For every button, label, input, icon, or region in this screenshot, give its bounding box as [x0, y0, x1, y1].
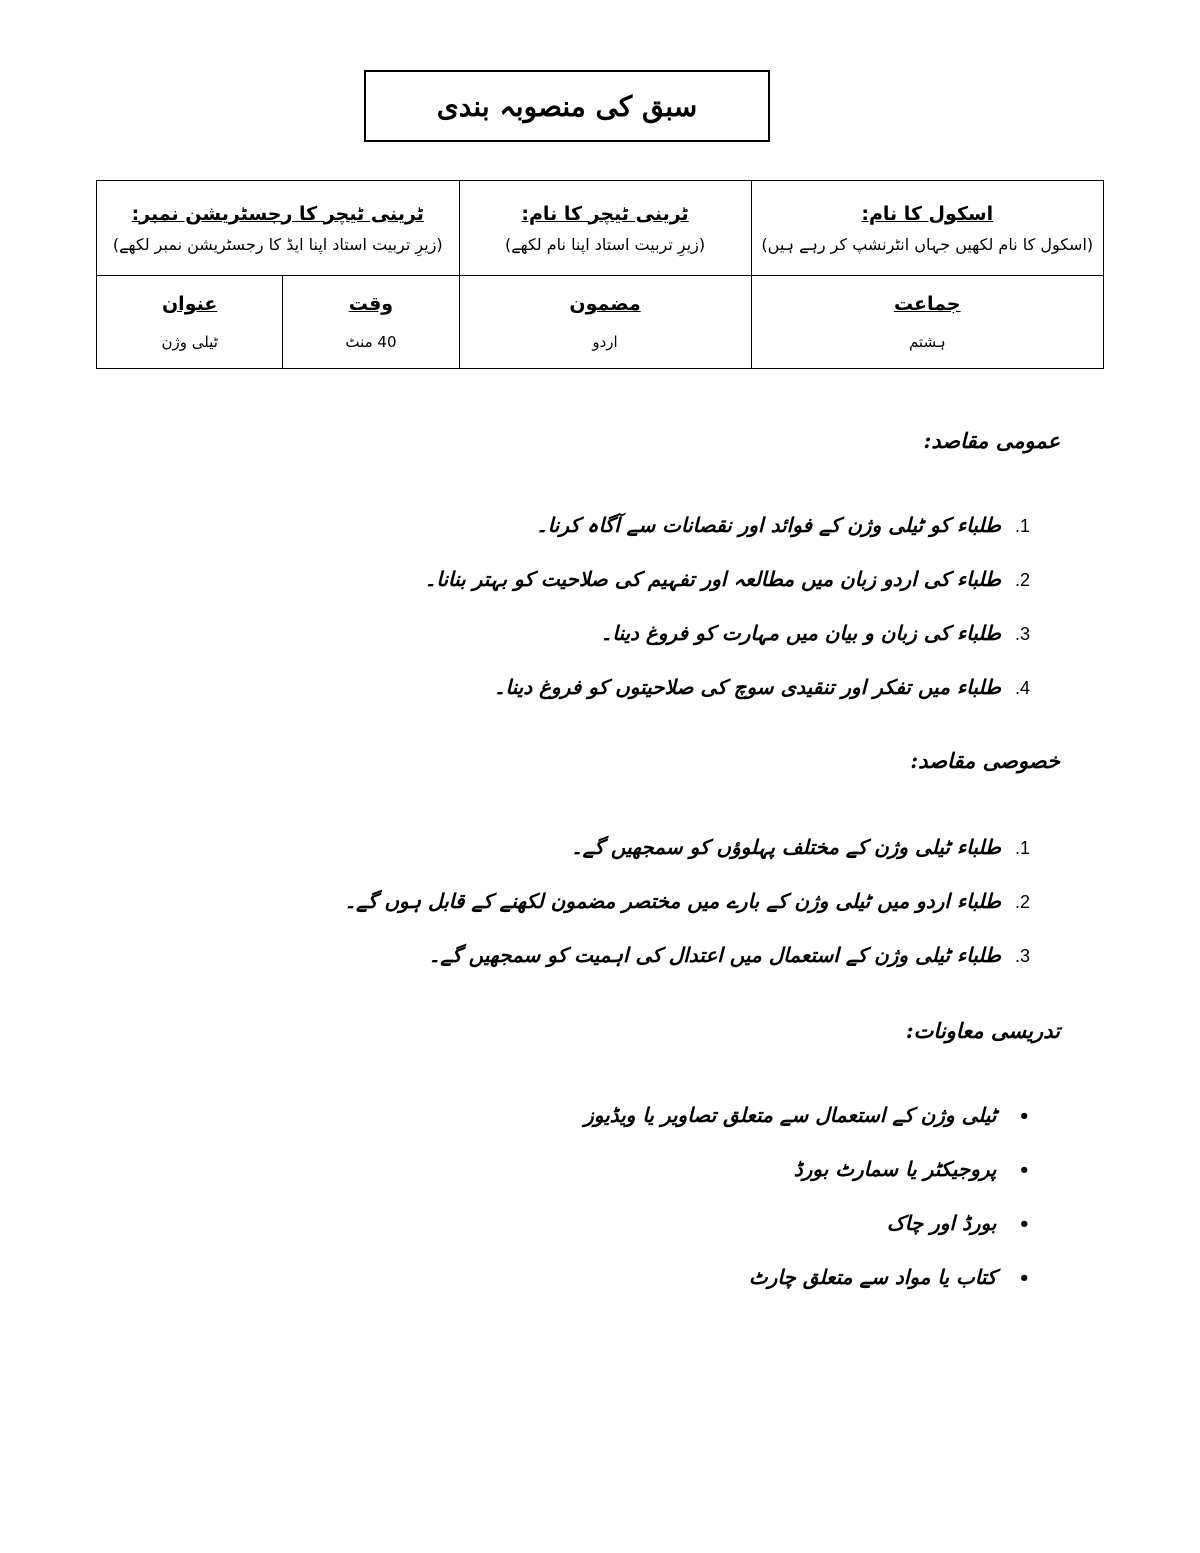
title-box	[364, 70, 770, 142]
list-number: 3.	[1014, 624, 1030, 644]
trainee-reg-hint: (زیرِ تربیت استاد اپنا ایڈ کا رجسٹریشن نمبر لکھے)	[112, 234, 443, 254]
general-objectives-heading: عمومی مقاصد:	[923, 428, 1060, 453]
list-text: طلباء اردو میں ٹیلی وژن کے بارے میں مختصر مضمون لکھنے کے قابل ہوں گے۔	[344, 889, 1001, 913]
teaching-aids-heading-wrap	[906, 1018, 1060, 1043]
trainee-name-hint: (زیرِ تربیت استاد اپنا نام لکھے)	[504, 234, 706, 254]
list-text: طلباء ٹیلی وژن کے استعمال میں اعتدال کی اہمیت کو سمجھیں گے۔	[428, 943, 1001, 967]
trainee-name-label: ٹرینی ٹیچر کا نام:	[521, 202, 689, 225]
time-value: 40 منٹ	[345, 333, 397, 351]
list-number: 1.	[1014, 838, 1030, 858]
subject-cell	[459, 276, 751, 369]
general-objectives-heading-wrap	[924, 428, 1060, 453]
list-text: کتاب یا مواد سے متعلق چارٹ	[748, 1265, 997, 1289]
class-value: ہشتم	[908, 333, 946, 351]
list-item	[344, 874, 1030, 928]
bullet-icon: •	[1018, 1268, 1030, 1289]
list-number: 2.	[1014, 892, 1030, 912]
teaching-aids-list	[584, 1088, 1030, 1304]
time-label: وقت	[348, 293, 394, 315]
list-text: طلباء کی زبان و بیان میں مہارت کو فروغ دینا۔	[600, 621, 1001, 645]
trainee-reg-cell	[97, 181, 460, 276]
list-item	[584, 1196, 1030, 1250]
bullet-icon: •	[1018, 1160, 1030, 1181]
list-text: ٹیلی وژن کے استعمال سے متعلق تصاویر یا ویڈیوز	[584, 1103, 997, 1127]
list-text: طلباء ٹیلی وژن کے مختلف پہلوؤں کو سمجھیں گے۔	[570, 835, 1001, 859]
general-objectives-list	[425, 498, 1030, 714]
list-item	[584, 1250, 1030, 1304]
list-item	[425, 498, 1030, 552]
page-title: سبق کی منصوبہ بندی	[436, 89, 698, 123]
list-number: 2.	[1014, 570, 1030, 590]
topic-label: عنوان	[161, 293, 218, 315]
list-item	[425, 552, 1030, 606]
list-text: طلباء میں تفکر اور تنقیدی سوچ کی صلاحیتوں کو فروغ دینا۔	[493, 675, 1001, 699]
bullet-icon: •	[1018, 1106, 1030, 1127]
list-number: 1.	[1014, 516, 1030, 536]
list-number: 3.	[1014, 946, 1030, 966]
school-name-cell	[751, 181, 1103, 276]
subject-label: مضمون	[569, 293, 641, 315]
lesson-info-table	[96, 180, 1104, 369]
list-item	[425, 660, 1030, 714]
teaching-aids-heading: تدریسی معاونات:	[905, 1018, 1060, 1043]
list-item	[425, 606, 1030, 660]
topic-value: ٹیلی وژن	[161, 333, 218, 351]
list-text: طلباء کی اردو زبان میں مطالعہ اور تفہیم کی صلاحیت کو بہتر بنانا۔	[424, 567, 1001, 591]
trainee-name-cell	[459, 181, 751, 276]
class-cell	[751, 276, 1103, 369]
time-cell	[283, 276, 459, 369]
list-item	[344, 928, 1030, 982]
bullet-icon: •	[1018, 1214, 1030, 1235]
list-text: بورڈ اور چاک	[886, 1211, 997, 1235]
list-item	[584, 1088, 1030, 1142]
list-number: 4.	[1014, 678, 1030, 698]
specific-objectives-heading-wrap	[910, 748, 1060, 773]
school-name-label: اسکول کا نام:	[861, 202, 994, 225]
trainee-reg-label: ٹرینی ٹیچر کا رجسٹریشن نمبر:	[131, 202, 424, 225]
school-name-hint: (اسکول کا نام لکھیں جہاں انٹرنشپ کر رہے ہیں)	[761, 234, 1094, 254]
list-text: پروجیکٹر یا سمارٹ بورڈ	[793, 1157, 997, 1181]
subject-value: اردو	[592, 333, 618, 351]
topic-cell	[97, 276, 283, 369]
list-item	[584, 1142, 1030, 1196]
specific-objectives-heading: خصوصی مقاصد:	[910, 748, 1060, 773]
list-item	[344, 820, 1030, 874]
class-label: جماعت	[893, 293, 961, 315]
list-text: طلباء کو ٹیلی وژن کے فوائد اور نقصانات سے آگاہ کرنا۔	[535, 513, 1001, 537]
specific-objectives-list	[344, 820, 1030, 982]
